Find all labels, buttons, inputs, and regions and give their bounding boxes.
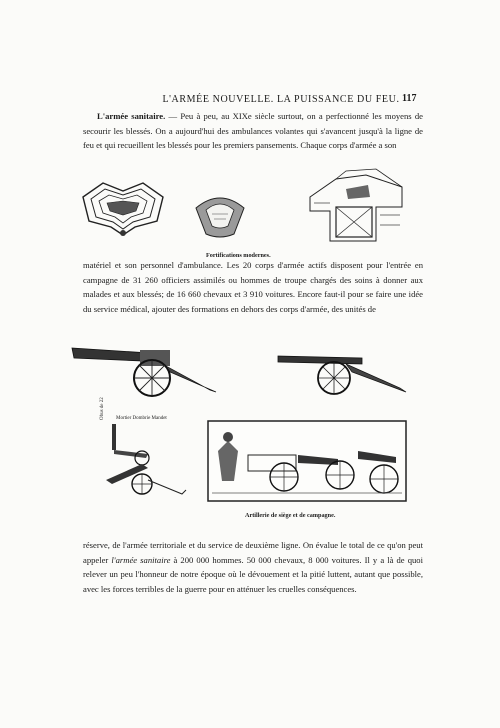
- paragraph-total-sanitary-army: [83, 538, 423, 596]
- bastion-section-illustration: [190, 188, 250, 240]
- paragraph-medical-service: matériel et son personnel d'ambulance. Les 20 corps d'armée actifs disposent pour l'entrée en campagne de 31 260 officiers assimilés ou hommes de troupe chargés des soins à donner aux malades et aux blessés; de 16 660 chevaux et 3 910 voitures. Encore faut-il pour se faire une idée du service médical, ajouter des formations en dehors des corps d'armée, des unités de: [83, 260, 423, 314]
- mortar-illustration: [102, 424, 192, 500]
- italic-term: l'armée sanitaire: [111, 554, 171, 565]
- paragraph-text: — Peu à peu, au XIXe siècle surtout, on a perfectionné les moyens de secourir les blessés. On a aujourd'hui des ambulances volantes qui s'avancent jusqu'à la ligne de feu et qui recueillent les blessés pour les premiers pansements. Chaque corps d'armée a son: [83, 111, 423, 150]
- mortar-name-label: Mortier Dombrie Mandet: [116, 416, 167, 421]
- mortar-figure: [100, 397, 192, 500]
- artillery-battery-illustration: [208, 421, 406, 501]
- mortar-axis-label: Obus de 22: [100, 397, 105, 420]
- field-cannon-illustration: [272, 348, 412, 400]
- fortress-plan-illustration: [73, 175, 173, 240]
- paragraph-ambulances: [83, 109, 423, 153]
- section-lead: L'armée sanitaire.: [97, 111, 166, 121]
- fortified-turret-illustration: [306, 167, 408, 245]
- running-head: L'ARMÉE NOUVELLE. LA PUISSANCE DU FEU.: [162, 94, 400, 105]
- siege-cannon-illustration: [70, 330, 220, 400]
- paragraph-text-before: réserve, de l'armée territoriale et du service de deuxième ligne. On évalue le total de ce qu'on peut appeler: [83, 540, 423, 565]
- artillery-caption: Artillerie de siège et de campagne.: [245, 512, 336, 519]
- paragraph-text-after: à 200 000 hommes. 50 000 chevaux, 8 000 voitures. Il y a là de quoi relever un peu l'honneur de notre époque où le dévouement et la pitié luttent, autant que possible, avec les forces terribles de la guerre pour en atténuer les cruelles conséquences.: [83, 554, 423, 594]
- page-number: 117: [402, 93, 417, 104]
- fortifications-caption: Fortifications modernes.: [206, 252, 271, 259]
